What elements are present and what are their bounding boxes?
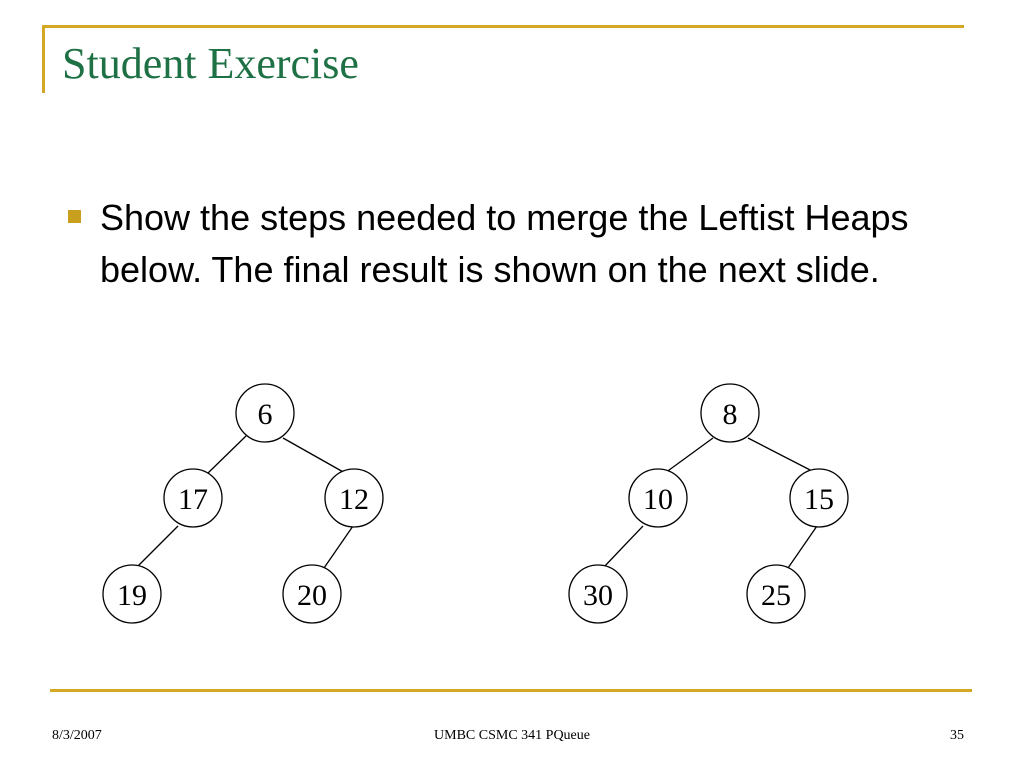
slide-title: Student Exercise <box>62 39 359 88</box>
heap-node <box>701 384 759 442</box>
heap-node <box>629 469 687 527</box>
footer-divider <box>50 689 972 692</box>
edge-8-10 <box>665 438 713 473</box>
node-label: 25 <box>761 579 791 612</box>
node-label: 19 <box>117 579 147 612</box>
node-label: 20 <box>297 579 327 612</box>
heap-node <box>325 469 383 527</box>
footer-date: 8/3/2007 <box>52 728 102 743</box>
edge-17-19 <box>136 526 178 568</box>
node-label: 17 <box>178 483 208 516</box>
slide-number: 35 <box>950 728 964 743</box>
edge-10-30 <box>603 526 643 568</box>
node-label: 15 <box>804 483 834 516</box>
edge-8-15 <box>748 438 814 472</box>
heap-node <box>236 384 294 442</box>
edge-15-25 <box>788 526 817 568</box>
edge-6-12 <box>283 438 345 473</box>
heap-node <box>283 565 341 623</box>
edge-6-17 <box>207 436 246 474</box>
heap-node <box>569 565 627 623</box>
heap-node <box>790 469 848 527</box>
node-label: 12 <box>339 483 369 516</box>
footer-course: UMBC CSMC 341 PQueue <box>434 728 590 743</box>
node-label: 30 <box>583 579 613 612</box>
node-label: 10 <box>643 483 673 516</box>
heap-node <box>747 565 805 623</box>
bullet-text: Show the steps needed to merge the Leftist Heaps below. The final result is shown on the next slide. <box>100 197 909 290</box>
node-label: 8 <box>722 398 738 431</box>
edge-12-20 <box>324 526 353 568</box>
heap-node <box>164 469 222 527</box>
node-label: 6 <box>257 398 273 431</box>
heap-node <box>103 565 161 623</box>
